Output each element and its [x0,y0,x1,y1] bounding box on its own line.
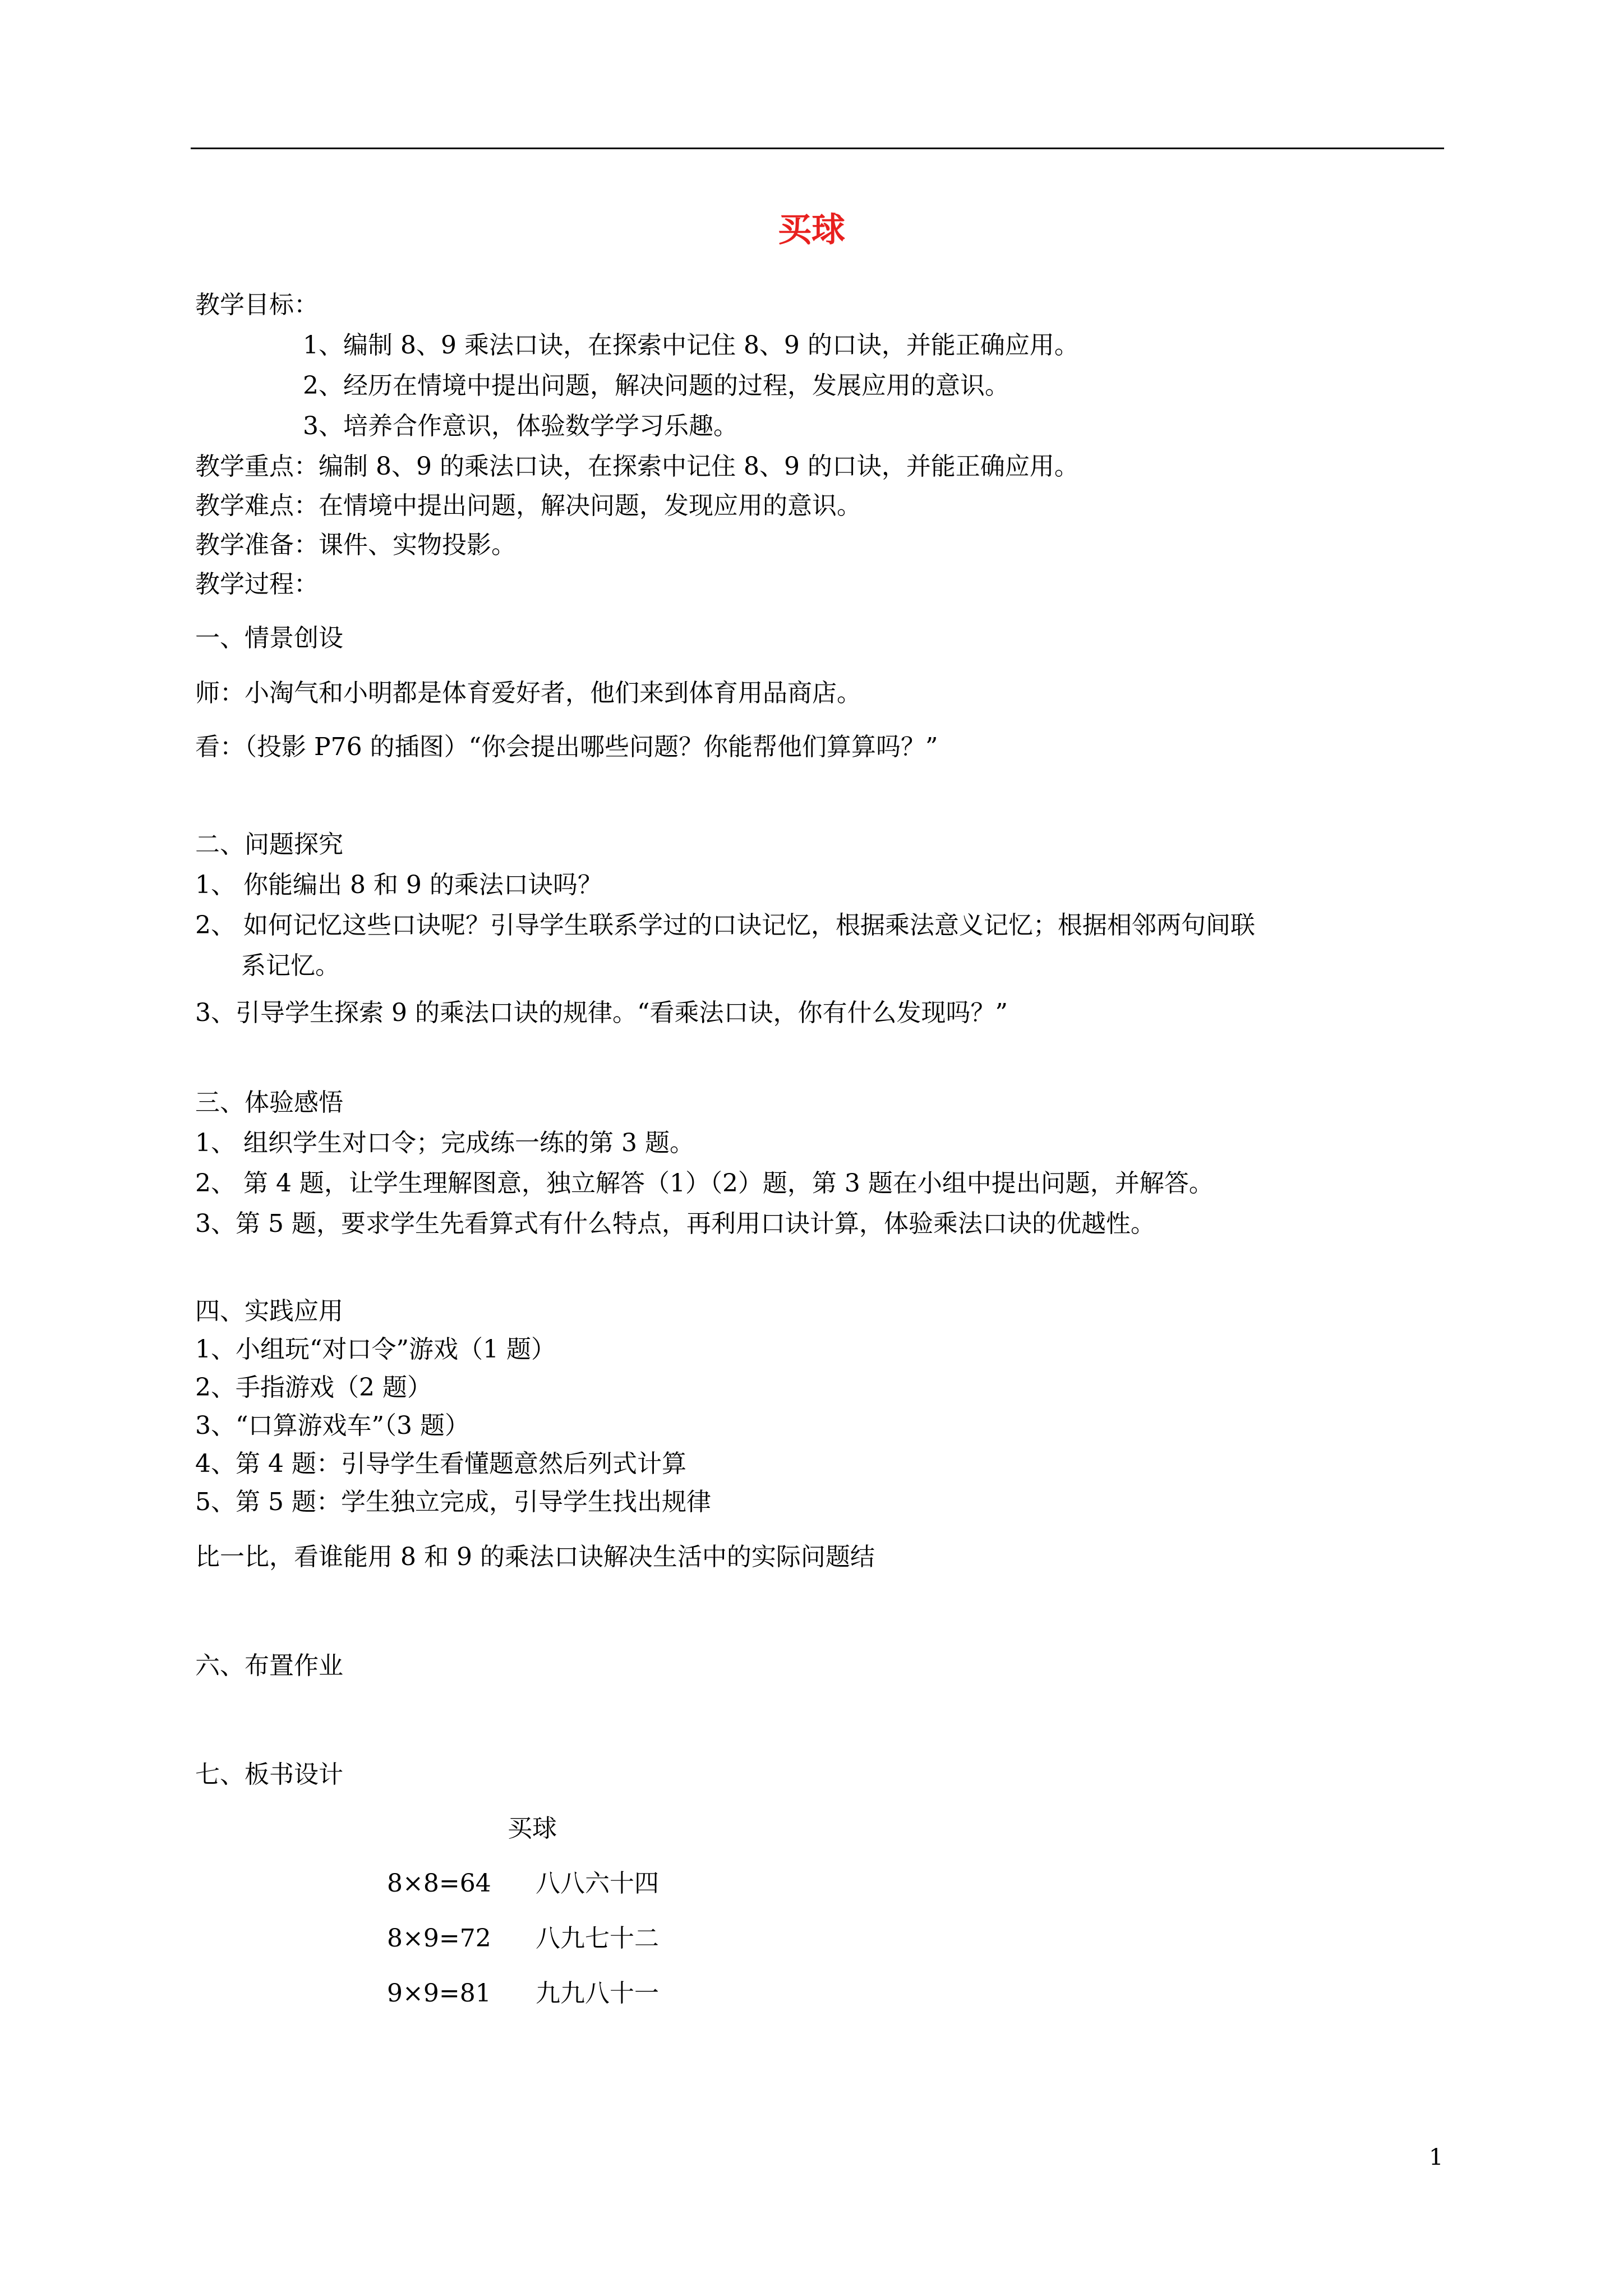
section-line: 1、 你能编出 8 和 9 的乘法口诀吗？ [195,871,602,899]
objectives-label: 教学目标： [195,291,319,319]
page-number: 1 [1429,2145,1444,2170]
objective-item: 1、编制 8、9 乘法口诀，在探索中记住 8、9 的口诀，并能正确应用。 [303,331,1079,360]
section-heading: 三、体验感悟 [195,1088,343,1117]
key-point: 教学重点：编制 8、9 的乘法口诀，在探索中记住 8、9 的口诀，并能正确应用。 [195,452,1079,481]
section-line: 系记忆。 [241,951,340,980]
process-label: 教学过程： [195,570,319,599]
board-rhyme: 八八六十四 [536,1869,659,1898]
document-title: 买球 [778,210,845,250]
section-line: 3、“口算游戏车”（3 题） [195,1411,469,1440]
board-rhyme: 八九七十二 [536,1924,659,1953]
board-equation: 9×9=81 [387,1979,491,2008]
objective-item: 2、经历在情境中提出问题，解决问题的过程，发展应用的意识。 [303,371,1009,400]
section-line: 比一比，看谁能用 8 和 9 的乘法口诀解决生活中的实际问题结 [195,1543,875,1571]
section-line: 2、 如何记忆这些口诀呢？引导学生联系学过的口诀记忆，根据乘法意义记忆；根据相邻两句间联 [195,911,1255,940]
section-heading: 七、板书设计 [195,1760,343,1789]
board-rhyme: 九九八十一 [536,1979,659,2008]
board-equation: 8×8=64 [387,1869,491,1898]
section-heading: 六、布置作业 [195,1651,343,1680]
section-line: 3、引导学生探索 9 的乘法口诀的规律。“看乘法口诀，你有什么发现吗？” [195,999,1008,1027]
section-line: 看：（投影 P76 的插图）“你会提出哪些问题？你能帮他们算算吗？” [195,733,938,761]
board-equation: 8×9=72 [387,1924,491,1953]
header-rule [191,148,1444,149]
section-line: 3、第 5 题，要求学生先看算式有什么特点，再利用口诀计算，体验乘法口诀的优越性。 [195,1209,1155,1238]
section-line: 师：小淘气和小明都是体育爱好者，他们来到体育用品商店。 [195,679,861,707]
preparation: 教学准备：课件、实物投影。 [195,531,516,559]
objective-item: 3、培养合作意识，体验数学学习乐趣。 [303,412,738,440]
section-line: 1、小组玩“对口令”游戏（1 题） [195,1335,556,1364]
section-heading: 四、实践应用 [195,1297,343,1326]
section-heading: 二、问题探究 [195,830,343,859]
section-line: 4、第 4 题：引导学生看懂题意然后列式计算 [195,1450,686,1478]
difficulty: 教学难点：在情境中提出问题，解决问题，发现应用的意识。 [195,491,861,520]
board-title: 买球 [508,1814,557,1843]
section-line: 2、 第 4 题，让学生理解图意，独立解答（1）（2）题，第 3 题在小组中提出问题，并解答。 [195,1169,1214,1198]
section-line: 2、手指游戏（2 题） [195,1373,432,1402]
section-line: 1、 组织学生对口令；完成练一练的第 3 题。 [195,1129,694,1157]
section-heading: 一、情景创设 [195,624,343,652]
section-line: 5、第 5 题：学生独立完成，引导学生找出规律 [195,1488,711,1516]
